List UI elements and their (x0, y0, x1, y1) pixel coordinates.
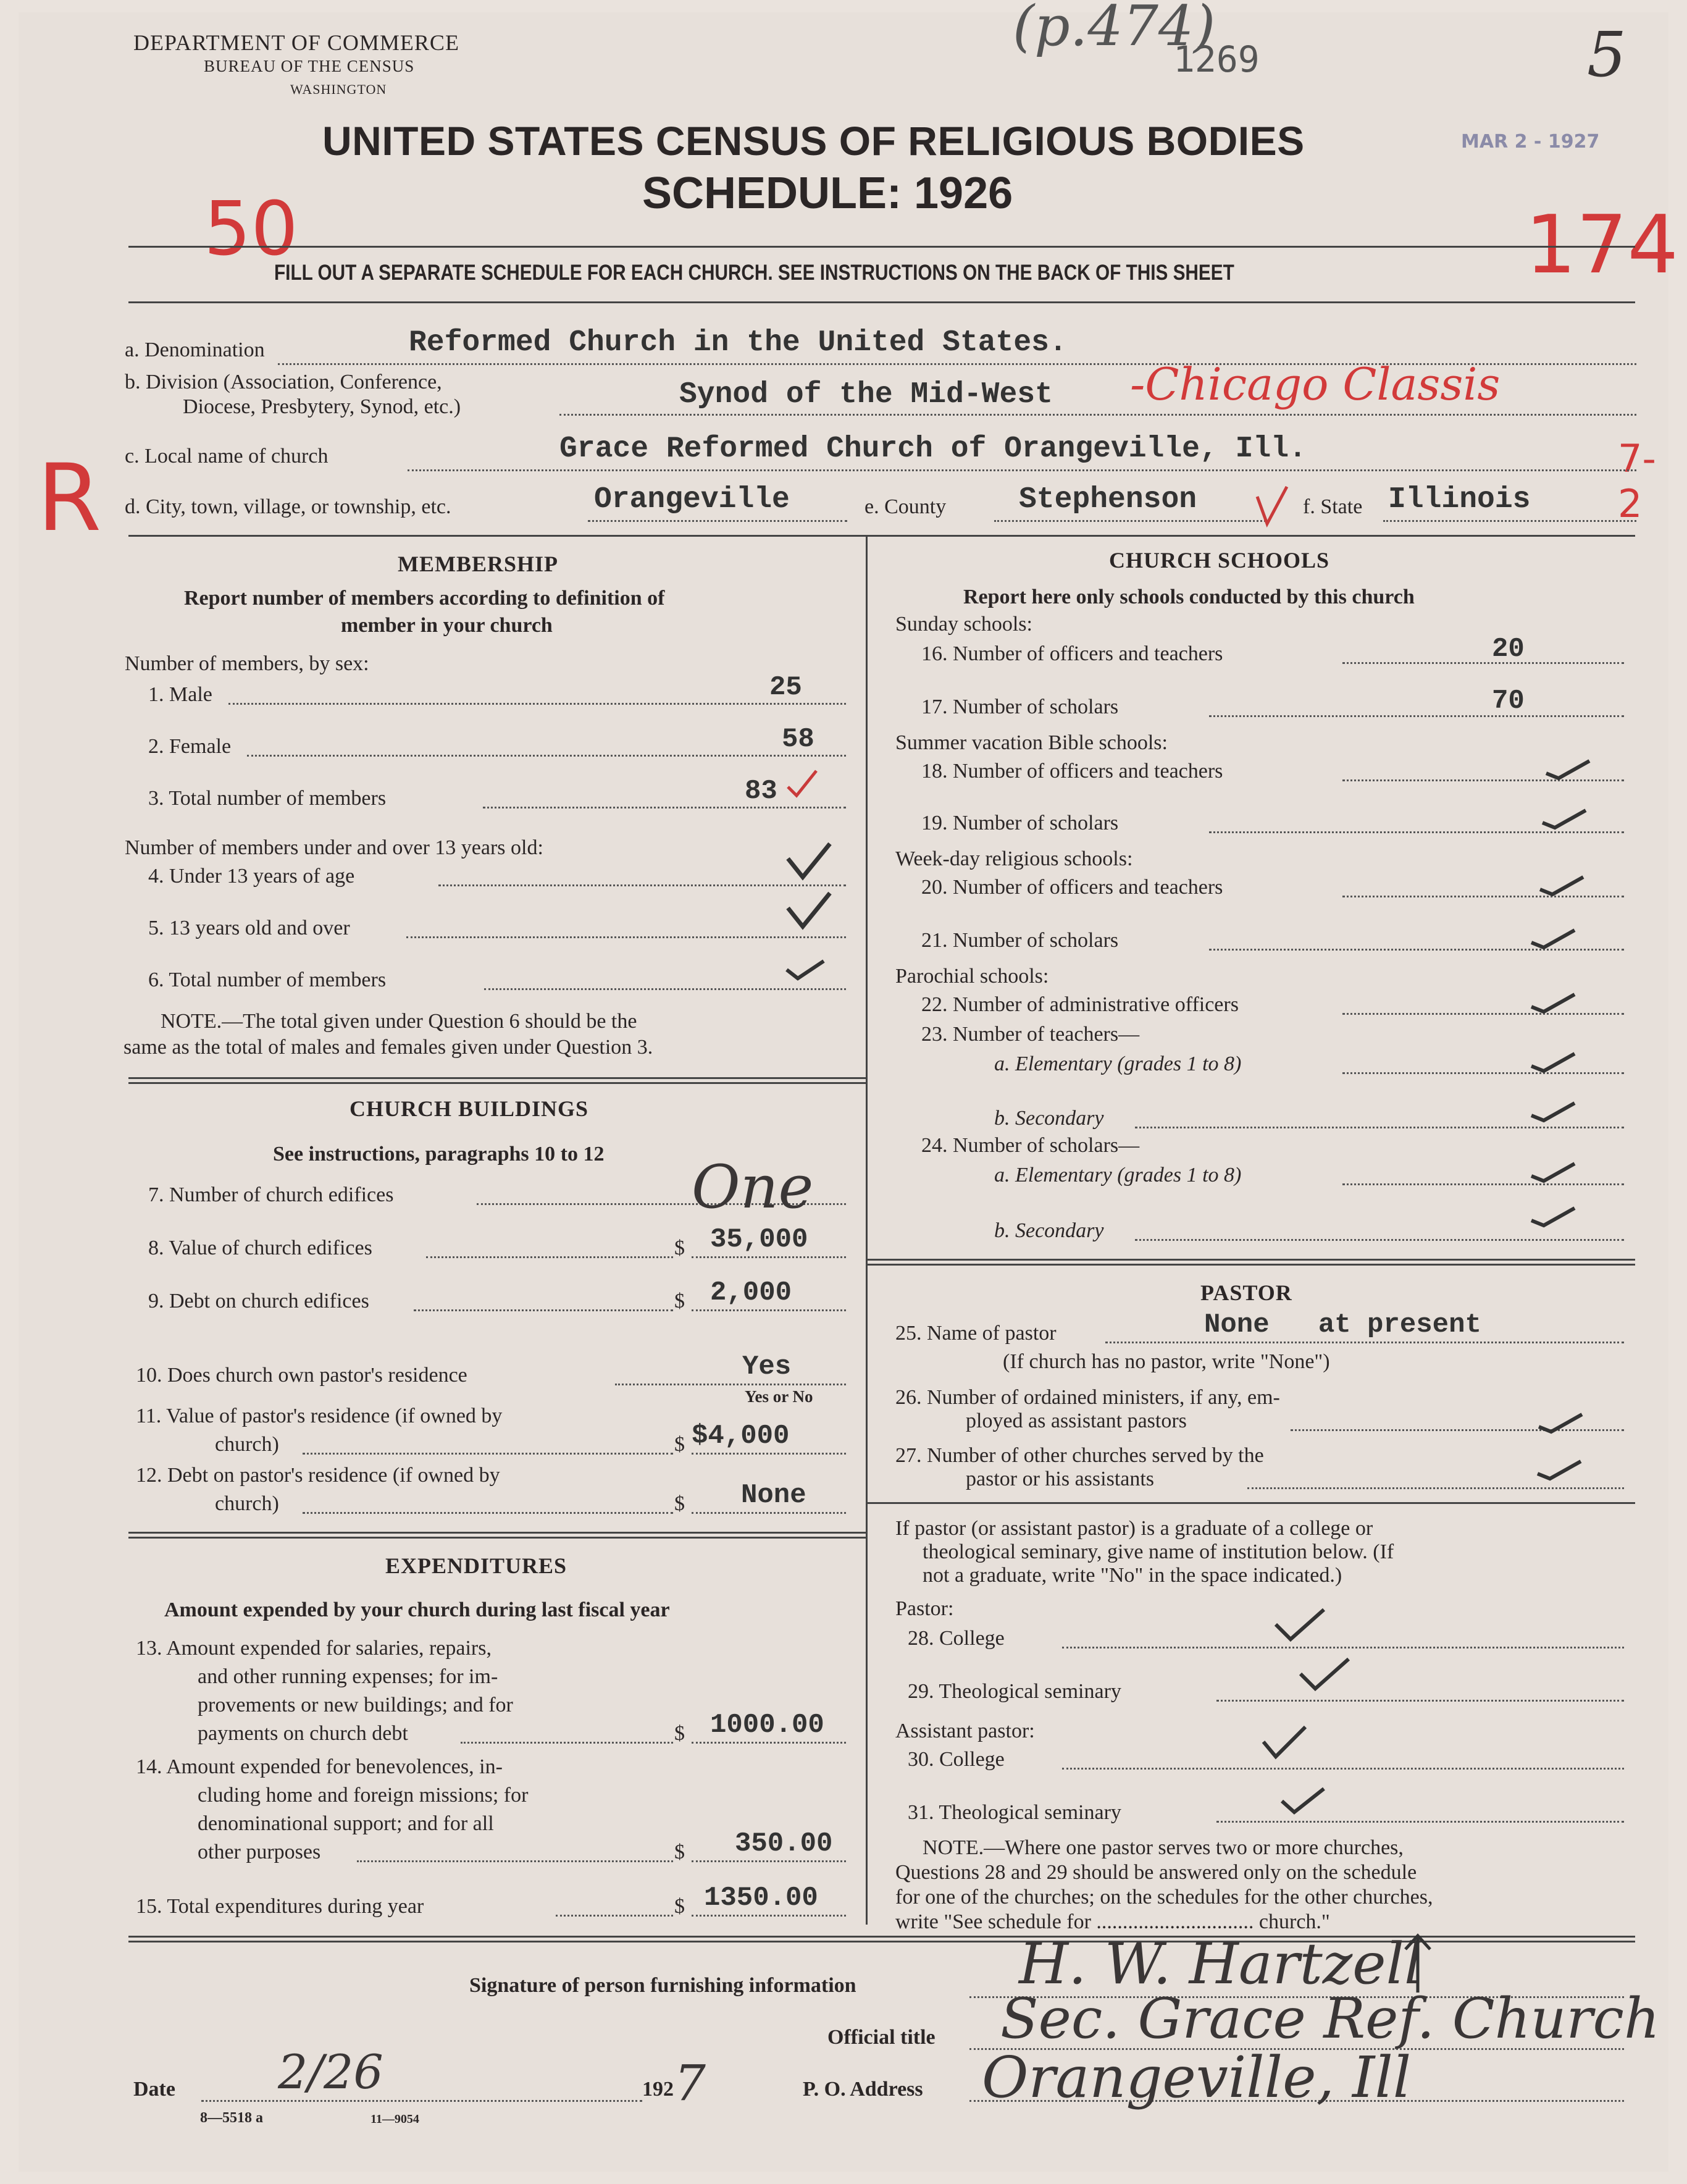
received-date-stamp: MAR 2 - 1927 (1461, 131, 1600, 153)
q29-label: 29. Theological seminary (908, 1680, 1121, 1703)
red-code: 7-2 (1618, 436, 1656, 526)
city-value[interactable]: Orangeville (594, 483, 790, 516)
graduate-note-3: not a graduate, write "No" in the space indicated.) (923, 1564, 1342, 1587)
membership-heading: MEMBERSHIP (398, 552, 559, 576)
official-title-value[interactable]: Sec. Grace Ref. Church (1000, 1986, 1660, 2051)
q21-check-icon (1529, 926, 1578, 951)
date-value[interactable]: 2/26 (278, 2044, 383, 2099)
q14-dollar: $ (674, 1841, 685, 1863)
form-number: 8—5518 a (200, 2110, 263, 2126)
q15-dollar: $ (674, 1895, 685, 1918)
q10-value[interactable]: Yes (742, 1351, 792, 1382)
q18-check-icon (1544, 757, 1593, 782)
county-value[interactable]: Stephenson (1019, 483, 1197, 516)
county-label: e. County (864, 495, 947, 518)
city-label: d. City, town, village, or township, etc. (125, 495, 451, 518)
local-name-label: c. Local name of church (125, 445, 329, 468)
q1-label: 1. Male (148, 683, 212, 706)
schools-subheading: Report here only schools conducted by this church (963, 586, 1415, 608)
q25-pastor-name[interactable]: None at present (1204, 1309, 1481, 1340)
q11-label-1: 11. Value of pastor's residence (if owned by (136, 1405, 503, 1427)
q18-label: 18. Number of officers and teachers (921, 760, 1223, 783)
q12-value[interactable]: None (741, 1480, 806, 1511)
pastor-note-2: Questions 28 and 29 should be answered only on the schedule (895, 1861, 1417, 1884)
census-schedule-page (19, 0, 1679, 2172)
q28-check-icon (1272, 1606, 1328, 1643)
q26-label-2: ployed as assistant pastors (966, 1409, 1187, 1432)
pastor-note-3: for one of the churches; on the schedules for the other churches, (895, 1886, 1433, 1909)
denomination-value[interactable]: Reformed Church in the United States. (409, 326, 1067, 359)
pastor-note-4: write "See schedule for .............................. church." (895, 1910, 1330, 1933)
corner-mark: 5 (1587, 19, 1626, 91)
po-address-label: P. O. Address (803, 2078, 923, 2101)
q24b-label: b. Secondary (994, 1219, 1104, 1242)
q9-label: 9. Debt on church edifices (148, 1290, 369, 1312)
red-number-left: 50 (204, 187, 298, 272)
q27-label-2: pastor or his assistants (966, 1468, 1155, 1490)
membership-subheading-1: Report number of members according to definition of (184, 587, 665, 610)
q13-value[interactable]: 1000.00 (710, 1710, 824, 1741)
q23-label: 23. Number of teachers— (921, 1023, 1140, 1046)
q16-value[interactable]: 20 (1492, 634, 1525, 665)
q30-check-icon (1260, 1723, 1309, 1760)
q6-check-icon (784, 957, 827, 982)
local-name-value[interactable]: Grace Reformed Church of Orangeville, Ill. (559, 432, 1307, 466)
q27-check-icon (1535, 1458, 1584, 1482)
q13-label-3: provements or new buildings; and for (198, 1694, 513, 1716)
q23b-label: b. Secondary (994, 1107, 1104, 1130)
membership-note-1: NOTE.—The total given under Question 6 should be the (161, 1010, 637, 1033)
parochial-schools-label: Parochial schools: (895, 965, 1049, 988)
q5-label: 5. 13 years old and over (148, 917, 350, 939)
division-label-2: Diocese, Presbytery, Synod, etc.) (183, 395, 461, 418)
q13-label-4: payments on church debt (198, 1722, 408, 1745)
graduate-note-1: If pastor (or assistant pastor) is a graduate of a college or (895, 1517, 1373, 1540)
bureau-name: BUREAU OF THE CENSUS (204, 57, 415, 75)
print-number: 11—9054 (370, 2112, 419, 2126)
summer-schools-label: Summer vacation Bible schools: (895, 731, 1168, 754)
q28-label: 28. College (908, 1627, 1005, 1650)
q3-check-icon (783, 768, 820, 799)
q22-label: 22. Number of administrative officers (921, 993, 1239, 1016)
q7-label: 7. Number of church edifices (148, 1183, 394, 1206)
signature-arrow-icon (1399, 1931, 1436, 1999)
q21-label: 21. Number of scholars (921, 929, 1119, 952)
q24a-label: a. Elementary (grades 1 to 8) (994, 1164, 1242, 1186)
county-check-icon (1254, 484, 1291, 527)
date-label: Date (133, 2078, 175, 2101)
q27-label-1: 27. Number of other churches served by the (895, 1444, 1264, 1467)
expenditures-heading: EXPENDITURES (385, 1553, 567, 1578)
expenditures-subheading: Amount expended by your church during last fiscal year (164, 1598, 670, 1621)
q24b-check-icon (1529, 1204, 1578, 1229)
q9-value[interactable]: 2,000 (710, 1277, 792, 1308)
red-letter-r: R (37, 445, 102, 552)
q26-label-1: 26. Number of ordained ministers, if any, em- (895, 1386, 1280, 1409)
state-value[interactable]: Illinois (1388, 483, 1531, 516)
po-address-value[interactable]: Orangeville, Ill (982, 2044, 1412, 2110)
q14-label-1: 14. Amount expended for benevolences, in- (136, 1755, 503, 1778)
q13-dollar: $ (674, 1722, 685, 1745)
signature-value[interactable]: H. W. Hartzell (1019, 1931, 1423, 1997)
q17-label: 17. Number of scholars (921, 695, 1119, 718)
q2-female-value[interactable]: 58 (782, 724, 814, 755)
q25-label: 25. Name of pastor (895, 1322, 1057, 1345)
q14-label-3: denominational support; and for all (198, 1812, 494, 1835)
q23a-label: a. Elementary (grades 1 to 8) (994, 1052, 1242, 1075)
weekday-schools-label: Week-day religious schools: (895, 847, 1133, 870)
year-handwritten[interactable]: 7 (674, 2054, 706, 2112)
q8-label: 8. Value of church edifices (148, 1237, 372, 1259)
members-by-age-label: Number of members under and over 13 years old: (125, 836, 543, 859)
state-label: f. State (1303, 495, 1363, 518)
q11-label-2: church) (215, 1433, 279, 1456)
q23a-check-icon (1529, 1050, 1578, 1075)
buildings-heading: CHURCH BUILDINGS (350, 1096, 589, 1121)
q11-dollar: $ (674, 1433, 685, 1456)
q3-total-value[interactable]: 83 (745, 776, 777, 807)
q4-label: 4. Under 13 years of age (148, 865, 355, 888)
q23b-check-icon (1529, 1099, 1578, 1124)
q14-label-4: other purposes (198, 1841, 321, 1863)
q19-label: 19. Number of scholars (921, 812, 1119, 834)
q16-label: 16. Number of officers and teachers (921, 642, 1223, 665)
denomination-label: a. Denomination (125, 338, 265, 361)
q24a-check-icon (1529, 1160, 1578, 1185)
year-prefix: 192 (642, 2078, 674, 2101)
division-handwritten: -Chicago Classis (1130, 358, 1501, 410)
q9-dollar: $ (674, 1290, 685, 1312)
members-by-sex-label: Number of members, by sex: (125, 652, 369, 675)
q20-check-icon (1538, 873, 1587, 898)
q3-label: 3. Total number of members (148, 787, 387, 810)
q10-label: 10. Does church own pastor's residence (136, 1364, 467, 1387)
signature-label: Signature of person furnishing information (469, 1974, 856, 1997)
form-title: UNITED STATES CENSUS OF RELIGIOUS BODIES (322, 118, 1305, 164)
q31-label: 31. Theological seminary (908, 1801, 1121, 1824)
division-value[interactable]: Synod of the Mid-West (679, 378, 1053, 411)
assistant-pastor-subheading: Assistant pastor: (895, 1720, 1035, 1742)
q8-value[interactable]: 35,000 (710, 1224, 808, 1255)
q31-check-icon (1278, 1785, 1328, 1816)
stamp-number: 1269 (1173, 38, 1260, 80)
q12-label-1: 12. Debt on pastor's residence (if owned by (136, 1464, 500, 1487)
q20-label: 20. Number of officers and teachers (921, 876, 1223, 899)
q2-label: 2. Female (148, 735, 232, 758)
q13-label-2: and other running expenses; for im- (198, 1665, 498, 1688)
q8-dollar: $ (674, 1237, 685, 1259)
q1-male-value[interactable]: 25 (769, 672, 802, 703)
graduate-note-2: theological seminary, give name of institution below. (If (923, 1540, 1394, 1563)
membership-note-2: same as the total of males and females given under Question 3. (123, 1036, 653, 1059)
q19-check-icon (1540, 807, 1589, 831)
department-name: DEPARTMENT OF COMMERCE (133, 30, 459, 55)
q12-label-2: church) (215, 1492, 279, 1515)
q13-label-1: 13. Amount expended for salaries, repairs, (136, 1637, 492, 1660)
q26-check-icon (1536, 1411, 1586, 1435)
bureau-city: WASHINGTON (290, 82, 387, 97)
q12-dollar: $ (674, 1492, 685, 1515)
schedule-year: SCHEDULE: 1926 (642, 169, 1013, 218)
schools-heading: CHURCH SCHOOLS (1109, 548, 1330, 573)
q30-label: 30. College (908, 1748, 1005, 1771)
q25-note: (If church has no pastor, write "None") (1003, 1350, 1330, 1373)
buildings-subheading: See instructions, paragraphs 10 to 12 (273, 1143, 605, 1166)
official-title-label: Official title (827, 2026, 936, 2049)
q22-check-icon (1529, 991, 1578, 1015)
q7-edifices-value[interactable]: One (692, 1153, 814, 1222)
q6-label: 6. Total number of members (148, 968, 387, 991)
pastor-heading: PASTOR (1200, 1280, 1292, 1305)
q14-label-2: cluding home and foreign missions; for (198, 1784, 529, 1807)
q11-value[interactable]: $4,000 (692, 1421, 790, 1451)
membership-subheading-2: member in your church (341, 614, 553, 637)
q15-value[interactable]: 1350.00 (704, 1883, 818, 1913)
q5-check-icon (784, 889, 834, 933)
sunday-schools-label: Sunday schools: (895, 613, 1032, 636)
fill-out-instruction: FILL OUT A SEPARATE SCHEDULE FOR EACH CHURCH. SEE INSTRUCTIONS ON THE BACK OF THIS SHEET (274, 261, 1234, 285)
division-label-1: b. Division (Association, Conference, (125, 371, 442, 393)
file-number-handwritten: (p.474) (1013, 0, 1216, 59)
pastor-note-1: NOTE.—Where one pastor serves two or more churches, (923, 1836, 1404, 1859)
q24-label: 24. Number of scholars— (921, 1134, 1140, 1157)
q15-label: 15. Total expenditures during year (136, 1895, 424, 1918)
q17-value[interactable]: 70 (1492, 686, 1525, 716)
yes-no-hint: Yes or No (745, 1387, 813, 1406)
q14-value[interactable]: 350.00 (735, 1828, 833, 1859)
red-number-right: 174 (1525, 198, 1679, 292)
q4-check-icon (784, 840, 834, 883)
q29-check-icon (1297, 1655, 1352, 1692)
pastor-subheading: Pastor: (895, 1597, 954, 1620)
